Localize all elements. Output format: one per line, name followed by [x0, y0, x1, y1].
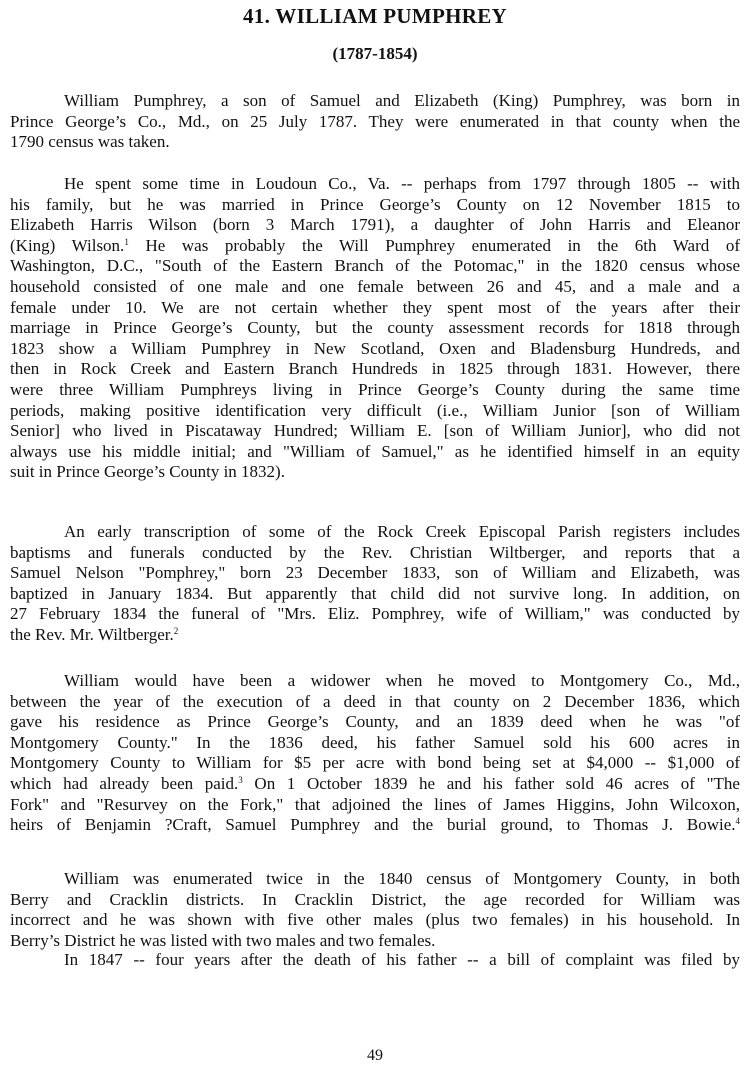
footnote-marker[interactable]: 4 — [735, 816, 740, 827]
text-line: his family, but he was married in Prince George’s County on 12 November 1815 to — [10, 194, 740, 214]
text-fragment: heirs of Benjamin ?Craft, Samuel Pumphrey and the burial ground, to Thomas J. Bowie. — [10, 815, 736, 835]
text-fragment: the Rev. Mr. Wiltberger. — [10, 624, 174, 644]
text-line: William was enumerated twice in the 1840 census of Montgomery County, in both — [64, 869, 740, 888]
text-line: Montgomery County to William for $5 per acre with bond being set at $4,000 -- $1,000 of — [10, 753, 740, 773]
life-dates: (1787-1854) — [332, 44, 418, 63]
paragraph-3 — [10, 522, 740, 646]
chapter-title: 41. WILLIAM PUMPHREY — [242, 4, 508, 28]
text-line: baptized in January 1834. But apparently that child did not survive long. In addition, on — [10, 583, 740, 603]
text-line: Berry’s District he was listed with two males and two females. — [10, 930, 436, 950]
footnote-marker[interactable]: 3 — [238, 774, 243, 785]
text-line: Washington, D.C., "South of the Eastern Branch of the Potomac," in the 1820 census whose — [10, 256, 740, 276]
text-line: 1823 show a William Pumphrey in New Scotland, Oxen and Bladensburg Hundreds, and — [10, 338, 740, 358]
text-line: periods, making positive identification very difficult (i.e., William Junior [son of William — [10, 400, 740, 420]
text-line-with-footnote — [10, 774, 740, 795]
text-fragment: which had already been paid. — [10, 773, 239, 793]
text-line: William Pumphrey, a son of Samuel and Elizabeth (King) Pumphrey, was born in — [64, 91, 740, 110]
text-line: Senior] who lived in Piscataway Hundred; William E. [son of William Junior], who did not — [10, 421, 740, 441]
paragraph-2 — [10, 174, 740, 483]
text-line: In 1847 -- four years after the death of his father -- a bill of complaint was filed by — [64, 950, 740, 969]
text-line: He spent some time in Loudoun Co., Va. -- perhaps from 1797 through 1805 -- with — [64, 174, 740, 193]
paragraph-1 — [10, 91, 740, 153]
text-line: female under 10. We are not certain whether they spent most of the years after their — [10, 297, 740, 317]
text-line: 1790 census was taken. — [10, 132, 170, 152]
paragraph-5 — [10, 869, 740, 951]
footnote-marker[interactable]: 1 — [124, 236, 129, 247]
text-line: Samuel Nelson "Pomphrey," born 23 December 1833, son of William and Elizabeth, was — [10, 563, 740, 583]
text-line: Montgomery County." In the 1836 deed, his father Samuel sold his 600 acres in — [10, 732, 740, 752]
text-line: incorrect and he was shown with five other males (plus two females) in his household. In — [10, 910, 740, 930]
text-line: household consisted of one male and one female between 26 and 45, and a male and a — [10, 276, 740, 296]
text-fragment: (King) Wilson. — [10, 235, 125, 255]
text-line-with-footnote — [10, 815, 740, 836]
text-line: then in Rock Creek and Eastern Branch Hundreds in 1825 through 1831. However, there — [10, 359, 740, 379]
text-fragment: He was probably the Will Pumphrey enumerated in the 6th Ward of — [145, 235, 740, 255]
text-line: between the year of the execution of a deed in that county on 2 December 1836, which — [10, 691, 740, 711]
text-line: baptisms and funerals conducted by the Rev. Christian Wiltberger, and reports that a — [10, 542, 740, 562]
text-line: Prince George’s Co., Md., on 25 July 1787. They were enumerated in that county when the — [10, 111, 740, 131]
text-line: gave his residence as Prince George’s County, and an 1839 deed when he was "of — [10, 712, 740, 732]
text-line: were three William Pumphreys living in Prince George’s County during the same time — [10, 379, 740, 399]
text-line-with-footnote — [10, 625, 740, 646]
text-line-with-footnote — [10, 236, 740, 257]
paragraph-6 — [10, 950, 740, 971]
text-line: Berry and Cracklin districts. In Cracklin District, the age recorded for William was — [10, 889, 740, 909]
text-line: An early transcription of some of the Rock Creek Episcopal Parish registers includes — [64, 522, 740, 541]
text-line: Fork" and "Resurvey on the Fork," that adjoined the lines of James Higgins, John Wilcoxon, — [10, 794, 740, 814]
footnote-marker[interactable]: 2 — [173, 625, 179, 636]
text-line: marriage in Prince George’s County, but the county assessment records for 1818 through — [10, 318, 740, 338]
text-line: suit in Prince George’s County in 1832). — [10, 462, 285, 482]
paragraph-4 — [10, 671, 740, 836]
text-line: William would have been a widower when he moved to Montgomery Co., Md., — [64, 671, 740, 690]
text-fragment: On 1 October 1839 he and his father sold 46 acres of "The — [254, 773, 740, 793]
text-line: always use his middle initial; and "William of Samuel," as he identified himself in an equity — [10, 441, 740, 461]
text-line: 27 February 1834 the funeral of "Mrs. Eliz. Pomphrey, wife of William," was conducted by — [10, 604, 740, 624]
text-line: Elizabeth Harris Wilson (born 3 March 1791), a daughter of John Harris and Eleanor — [10, 215, 740, 235]
page-number: 49 — [367, 1047, 383, 1064]
